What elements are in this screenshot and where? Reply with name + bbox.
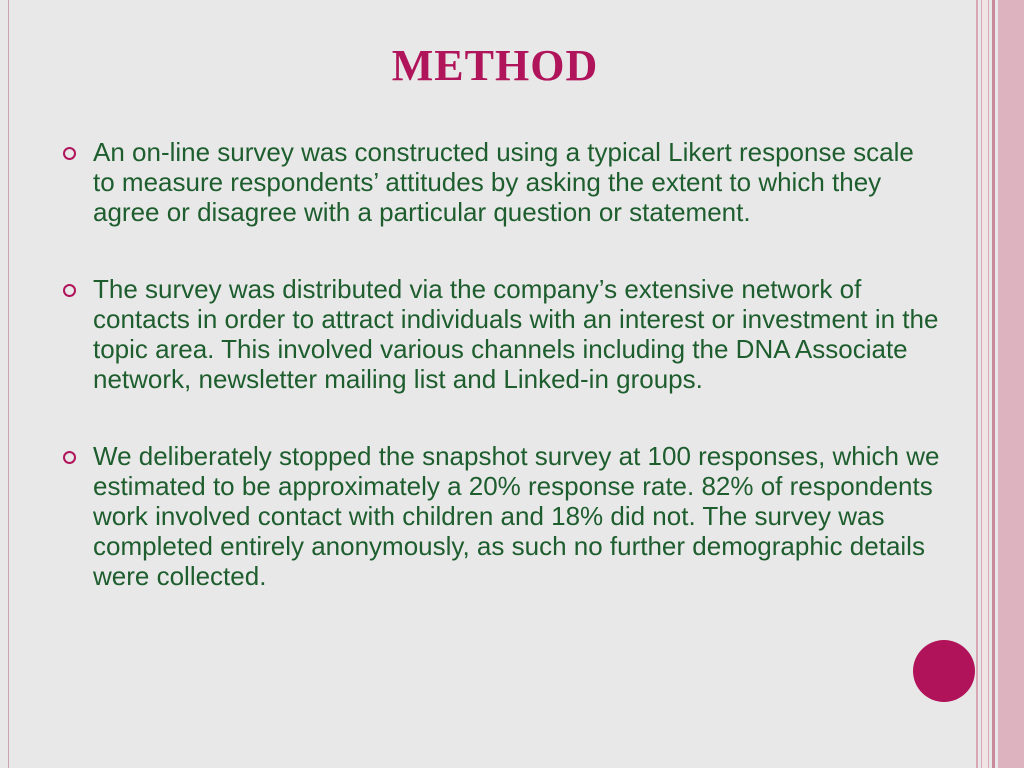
decorative-circle-icon <box>913 640 975 702</box>
bullet-item <box>60 137 940 227</box>
bullet-text: The survey was distributed via the company’s extensive network of contacts in order to attract individuals with an interest or investment in the topic area. This involved various channels including the DNA Associate network, newsletter mailing list and Linked-in groups. <box>93 274 939 394</box>
slide-title: METHOD <box>391 41 599 90</box>
bullet-text: We deliberately stopped the snapshot survey at 100 responses, which we estimated to be approximately a 20% response rate. 82% of respondents work involved contact with children and 18% did not. The survey was completed entirely anonymously, as such no further demographic details were collected. <box>93 441 940 591</box>
right-stripe <box>976 0 978 768</box>
bullet-list <box>60 137 940 638</box>
right-stripe <box>981 0 989 768</box>
right-stripe <box>992 0 995 768</box>
bullet-text: An on-line survey was constructed using a typical Likert response scale to measure respondents’ attitudes by asking the extent to which they agree or disagree with a particular question or statement. <box>93 137 914 227</box>
bullet-item <box>60 274 940 394</box>
bullet-item <box>60 441 940 591</box>
ring-bullet-icon <box>63 147 76 160</box>
right-stripe <box>998 0 1024 768</box>
ring-bullet-icon <box>63 284 76 297</box>
ring-bullet-icon <box>63 451 76 464</box>
left-border-line <box>8 0 9 768</box>
